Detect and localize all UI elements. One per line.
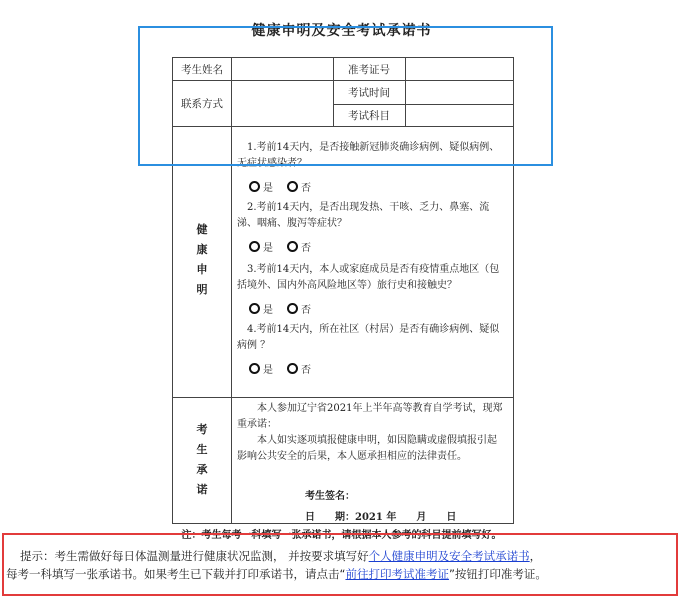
health-char: 申 <box>196 263 208 276</box>
question-1: 1.考前14天内，是否接触新冠肺炎确诊病例、疑似病例、无症状感染者？ <box>237 142 500 169</box>
option-label: 是 <box>263 183 273 194</box>
contact-label: 联系方式 <box>181 97 223 110</box>
question-3-options <box>249 301 311 316</box>
pledge-char: 生 <box>196 443 208 456</box>
question-2: 2.考前14天内，是否出现发热、干咳、乏力、鼻塞、流涕、咽痛、腹泻等症状？ <box>237 202 490 229</box>
radio-icon[interactable] <box>249 181 260 192</box>
pledge-section-label <box>173 420 231 500</box>
health-section-label <box>173 220 231 300</box>
pledge-char: 承 <box>196 463 208 476</box>
option-yes[interactable] <box>249 361 273 376</box>
health-char: 康 <box>196 243 208 256</box>
option-label: 是 <box>263 365 273 376</box>
health-char: 健 <box>196 223 208 236</box>
question-2-options <box>249 239 311 254</box>
hint-line-2 <box>6 565 678 583</box>
option-yes[interactable] <box>249 239 273 254</box>
radio-icon[interactable] <box>287 241 298 252</box>
option-label: 是 <box>263 243 273 254</box>
option-no[interactable] <box>287 239 311 254</box>
pledge-char: 诺 <box>196 483 208 496</box>
option-yes[interactable] <box>249 301 273 316</box>
radio-icon[interactable] <box>249 241 260 252</box>
name-label: 考生姓名 <box>181 63 223 76</box>
option-no[interactable] <box>287 301 311 316</box>
hint-suffix: ”按钮打印准考证。 <box>448 567 547 581</box>
pledge-paragraph-2: 本人如实逐项填报健康申明，如因隐瞒或虚假填报引起影响公共安全的后果，本人愿承担相应的法律责任。 <box>237 435 497 462</box>
option-yes[interactable] <box>249 179 273 194</box>
exam-subject-label: 考试科目 <box>348 109 390 122</box>
print-ticket-link[interactable]: 前往打印考试准考证 <box>345 567 449 581</box>
radio-icon[interactable] <box>287 363 298 374</box>
radio-icon[interactable] <box>249 363 260 374</box>
radio-icon[interactable] <box>287 181 298 192</box>
form-note: 注：考生每考一科填写一张承诺书，请根据本人参考的科目提前填写好。 <box>181 530 502 541</box>
question-4-options <box>249 361 311 376</box>
option-label: 否 <box>301 183 311 194</box>
hint-line-1 <box>6 547 678 565</box>
hint-prefix: 提示：考生需做好每日体温测量进行健康状况监测， 并按要求填写好 <box>20 549 369 563</box>
hint-mid: ， <box>529 549 542 563</box>
declaration-link[interactable]: 个人健康申明及安全考试承诺书 <box>368 549 530 563</box>
date-label: 日 期：2021 年 月 日 <box>305 512 457 523</box>
option-label: 否 <box>301 305 311 316</box>
option-no[interactable] <box>287 179 311 194</box>
hint-text <box>6 547 678 583</box>
option-label: 否 <box>301 243 311 254</box>
health-char: 明 <box>196 283 208 296</box>
question-3: 3.考前14天内，本人或家庭成员是否有疫情重点地区（包括境外、国内外高风险地区等）旅行史和接触史？ <box>237 264 500 291</box>
option-no[interactable] <box>287 361 311 376</box>
option-label: 否 <box>301 365 311 376</box>
pledge-paragraph-1: 本人参加辽宁省2021年上半年高等教育自学考试，现郑重承诺： <box>237 403 503 430</box>
exam-time-label: 考试时间 <box>348 86 390 99</box>
hint-line2-prefix: 每考一科填写一张承诺书。如果考生已下载并打印承诺书，请点击“ <box>6 567 346 581</box>
radio-icon[interactable] <box>249 303 260 314</box>
highlight-box-blue <box>138 26 553 166</box>
question-1-options <box>249 179 311 194</box>
signature-label: 考生签名： <box>305 491 355 502</box>
grid-line <box>173 397 513 398</box>
option-label: 是 <box>263 305 273 316</box>
question-4: 4.考前14天内，所在社区（村居）是否有确诊病例、疑似病例 ？ <box>237 324 500 351</box>
ticket-label: 准考证号 <box>348 63 390 76</box>
radio-icon[interactable] <box>287 303 298 314</box>
form-title: 健康申明及安全考试承诺书 <box>251 23 432 39</box>
pledge-char: 考 <box>196 423 208 436</box>
